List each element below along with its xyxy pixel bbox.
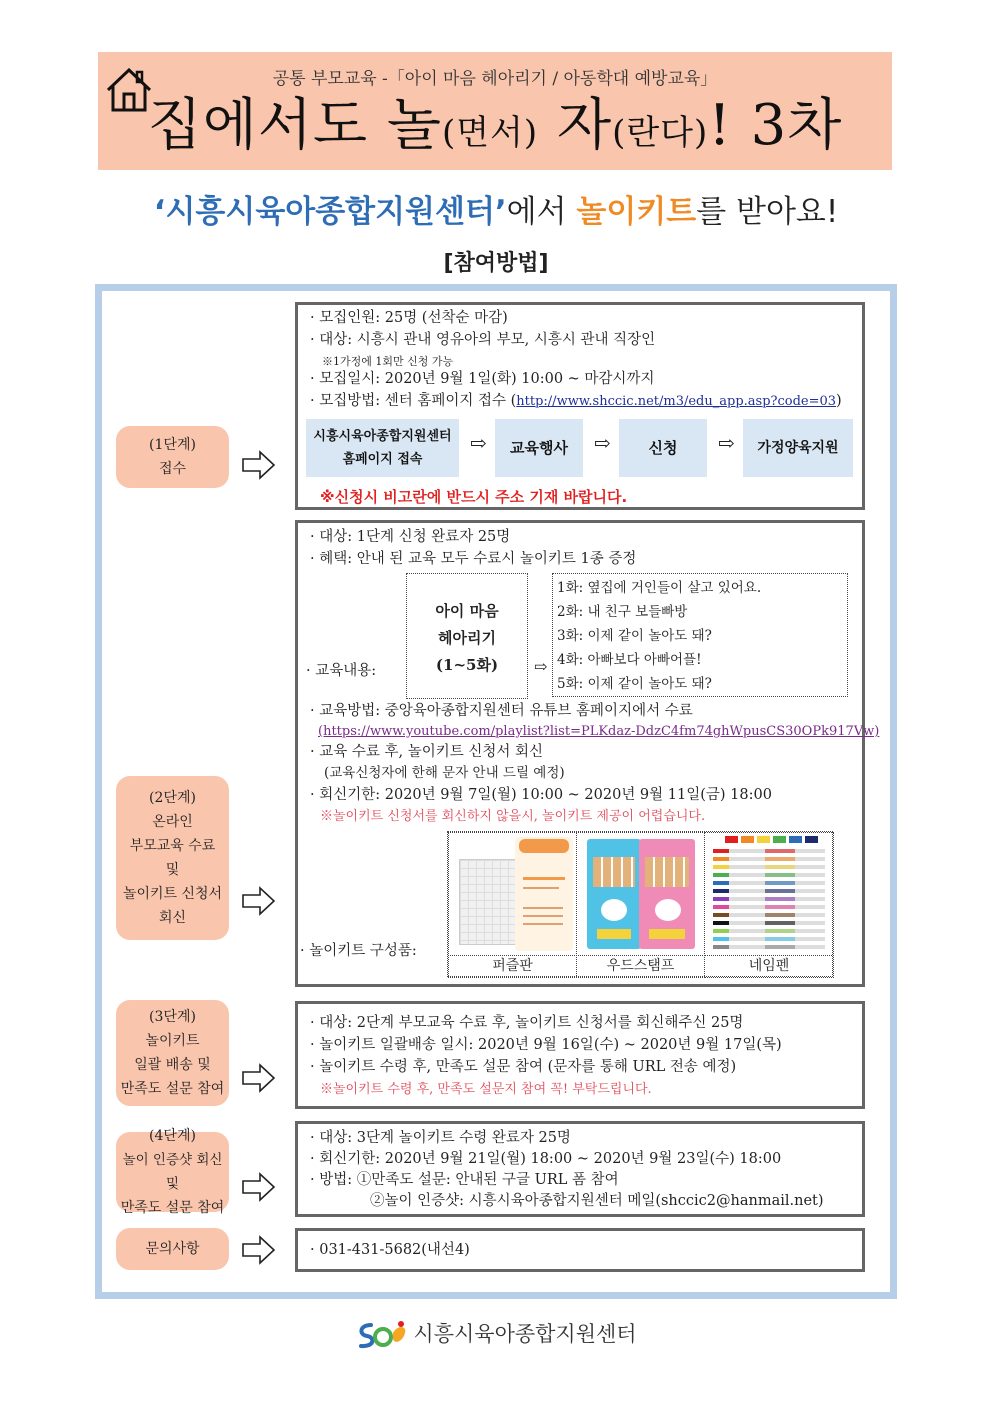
step1-label: (1단계) <box>149 437 196 453</box>
episode-items <box>557 576 761 696</box>
flow-arrow-icon: ⇨ <box>718 431 735 455</box>
step2-label: (2단계) <box>149 790 196 806</box>
step2-line4: 놀이키트 신청서 <box>122 886 223 902</box>
footer <box>0 1318 992 1351</box>
step3-line1: 놀이키트 <box>145 1033 200 1049</box>
house-icon <box>104 66 154 114</box>
flow-homepage-l2: 홈페이지 접속 <box>342 452 423 467</box>
step1-note: ※1가정에 1회만 신청 가능 <box>322 355 454 368</box>
step1-desc: 접수 <box>158 461 187 477</box>
episode-item: 4화: 아빠보다 아빠어플! <box>557 652 702 668</box>
step1-target: · 대상: 시흥시 관내 영유아의 부모, 시흥시 관내 직장인 <box>310 332 656 348</box>
name-pen-image <box>704 832 834 956</box>
step2-target: · 대상: 1단계 신청 완료자 25명 <box>310 529 511 545</box>
kit-item-stamp: 우드스탬프 <box>576 955 705 978</box>
arrow-right-icon <box>242 450 276 480</box>
contact-label: 문의사항 <box>145 1241 200 1257</box>
step4-box <box>295 1121 865 1217</box>
step3-line3: 만족도 설문 참여 <box>120 1081 225 1097</box>
flow-home-support: 가정양육지원 <box>743 419 853 477</box>
step3-box <box>295 1001 865 1109</box>
step2-line3: 및 <box>165 862 180 878</box>
signup-link[interactable]: http://www.shccic.net/m3/edu_app.asp?code=03 <box>516 394 837 409</box>
step1-recruit: · 모집인원: 25명 (선착순 마감) <box>310 310 508 326</box>
step3-badge <box>116 1000 229 1106</box>
course-arrow-icon: ⇨ <box>534 657 548 676</box>
footer-org-name: 시흥시육아종합지원센터 <box>413 1322 637 1346</box>
step2-warning: ※놀이키트 신청서를 회신하지 않을시, 놀이키트 제공이 어렵습니다. <box>320 809 706 824</box>
step1-warning: ※신청시 비고란에 반드시 주소 기재 바랍니다. <box>320 488 628 506</box>
step1-badge <box>116 426 229 488</box>
kit-item-puzzle: 퍼즐판 <box>448 955 577 978</box>
step2-box <box>295 520 880 987</box>
step4-deadline: · 회신기한: 2020년 9월 21일(월) 18:00 ~ 2020년 9월 23일(수) 18:00 <box>310 1151 782 1167</box>
episode-item: 3화: 이제 같이 놀아도 돼? <box>557 628 712 644</box>
contact-badge <box>116 1228 229 1270</box>
arrow-right-icon <box>242 1172 276 1202</box>
kit-table <box>447 831 833 977</box>
org-logo-icon <box>355 1319 409 1351</box>
step2-deadline: · 회신기한: 2020년 9월 7일(월) 10:00 ~ 2020년 9월 11일(금) 18:00 <box>310 787 772 803</box>
step3-survey: · 놀이키트 수령 후, 만족도 설문 참여 (문자를 통해 URL 전송 예정) <box>310 1059 737 1075</box>
flow-homepage-l1: 시흥시육아종합지원센터 <box>313 429 452 444</box>
step2-line1: 온라인 <box>152 814 193 830</box>
flow-apply: 신청 <box>619 419 707 477</box>
course-title-l3: (1~5화) <box>435 656 499 674</box>
title-part3: 자 <box>538 93 613 158</box>
contact-phone: · 031-431-5682(내선4) <box>310 1242 470 1258</box>
arrow-right-icon <box>242 886 276 916</box>
flow-arrow-icon: ⇨ <box>594 431 611 455</box>
puzzle-image <box>448 832 577 956</box>
step1-method-label: · 모집방법: 센터 홈페이지 접수 ( <box>310 393 517 409</box>
flow-homepage <box>306 419 459 477</box>
flow-events: 교육행사 <box>495 419 583 477</box>
step2-line5: 회신 <box>158 910 187 926</box>
page-title <box>98 94 892 165</box>
step1-date: · 모집일시: 2020년 9월 1일(화) 10:00 ~ 마감시까지 <box>310 371 655 387</box>
pens-drawing <box>705 833 833 955</box>
step1-method-end: ) <box>836 393 842 409</box>
course-title-box <box>406 573 528 699</box>
step4-line2: 만족도 설문 참여 <box>120 1200 225 1216</box>
flow-arrow-icon: ⇨ <box>470 431 487 455</box>
step3-target: · 대상: 2단계 부모교육 수료 후, 놀이키트 신청서를 회신해주신 25명 <box>310 1015 744 1031</box>
step2-badge <box>116 776 229 940</box>
arrow-right-icon <box>242 1235 276 1265</box>
title-part1: 집에서도 놀 <box>147 93 442 158</box>
arrow-right-icon <box>242 1063 276 1093</box>
headline-end: 를 받아요! <box>696 194 839 230</box>
episode-item: 5화: 이제 같이 놀아도 돼? <box>557 676 712 692</box>
headline <box>0 186 992 231</box>
step4-target: · 대상: 3단계 놀이키트 수령 완료자 25명 <box>310 1130 571 1146</box>
kit-label: · 놀이키트 구성품: <box>300 943 417 959</box>
episode-item: 2화: 내 친구 보들빠방 <box>557 604 688 620</box>
step2-line2: 부모교육 수료 <box>129 838 216 854</box>
step4-line1: 놀이 인증샷 회신 및 <box>122 1152 223 1192</box>
step4-email: ②놀이 인증샷: 시흥시육아종합지원센터 메일(shccic2@hanmail.net) <box>370 1193 824 1209</box>
step3-delivery: · 놀이키트 일괄배송 일시: 2020년 9월 16일(수) ~ 2020년 9월 17일(목) <box>310 1037 782 1053</box>
headline-mid: 에서 <box>506 194 577 230</box>
course-title-l2: 헤아리기 <box>438 629 496 647</box>
title-part5: ! 3차 <box>708 93 843 158</box>
step2-after: · 교육 수료 후, 놀이키트 신청서 회신 <box>310 744 543 760</box>
step4-badge <box>116 1128 229 1216</box>
step3-warning: ※놀이키트 수령 후, 만족도 설문지 참여 꼭! 부탁드립니다. <box>320 1082 652 1097</box>
header-banner <box>98 52 892 170</box>
kit-item-pen: 네임펜 <box>704 955 834 978</box>
youtube-playlist-link[interactable]: (https://www.youtube.com/playlist?list=PLKdaz-DdzC4fm74ghWpusCS30OPk917Vw) <box>318 724 880 739</box>
header-subtitle: 공통 부모교육 -「아이 마음 헤아리기 / 아동학대 예방교육」 <box>272 69 718 89</box>
episode-list <box>552 573 848 697</box>
step4-label: (4단계) <box>149 1128 196 1144</box>
course-title-l1: 아이 마음 <box>435 602 499 620</box>
wood-stamp-image <box>576 832 705 956</box>
step1-method <box>310 391 854 412</box>
step3-label: (3단계) <box>149 1009 196 1025</box>
headline-kit: 놀이키트 <box>576 194 697 230</box>
headline-center: ‘시흥시육아종합지원센터’ <box>153 194 507 230</box>
step1-box <box>295 302 865 510</box>
step2-edu-method: · 교육방법: 중앙육아종합지원센터 유튜브 홈페이지에서 수료 <box>310 703 693 719</box>
contact-box <box>295 1228 865 1272</box>
step4-method: · 방법: ①만족도 설문: 안내된 구글 URL 폼 참여 <box>310 1172 619 1188</box>
course-label: · 교육내용: <box>306 663 377 679</box>
title-part2: (면서) <box>441 113 539 153</box>
method-title: [참여방법] <box>443 251 549 276</box>
episode-item: 1화: 옆집에 거인들이 살고 있어요. <box>557 580 762 596</box>
title-part4: (란다) <box>612 113 709 153</box>
step2-benefit: · 혜택: 안내 된 교육 모두 수료시 놀이키트 1종 증정 <box>310 551 637 567</box>
step3-line2: 일괄 배송 및 <box>134 1057 211 1073</box>
step2-after-note: (교육신청자에 한해 문자 안내 드릴 예정) <box>324 765 565 781</box>
